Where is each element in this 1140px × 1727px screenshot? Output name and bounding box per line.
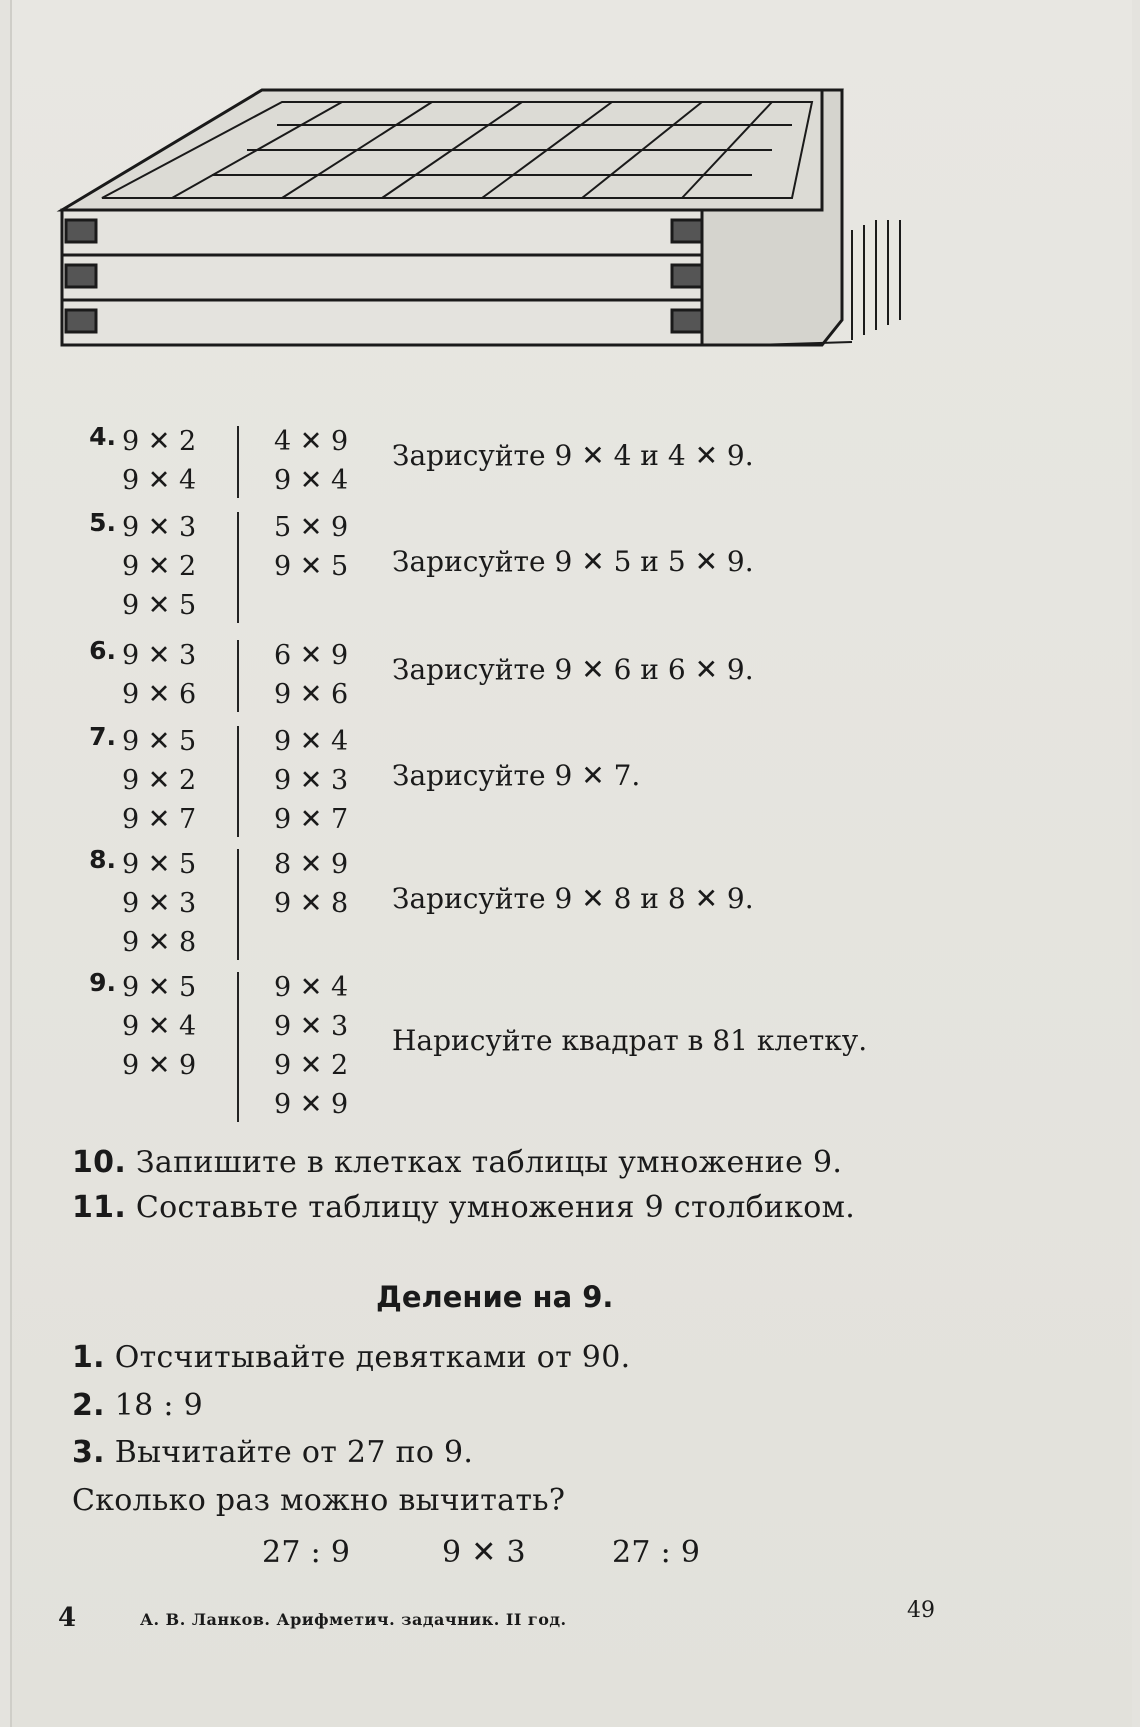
left-column [122,845,196,962]
exercise-9 [72,968,972,1124]
expression: 9 ✕ 3 [274,765,349,796]
column-divider [237,726,239,837]
expression: 9 ✕ 4 [122,465,197,496]
division-exercise-2 [72,1388,203,1423]
equation-3: 27 : 9 [612,1535,701,1570]
expression: 4 ✕ 9 [274,426,349,457]
expression: 9 ✕ 4 [274,726,349,757]
expression: 9 ✕ 7 [274,804,349,835]
expression: 9 ✕ 5 [122,972,197,1003]
exercise-text: Составьте таблицу умножения 9 столбиком. [135,1190,856,1225]
column-divider [237,972,239,1122]
exercise-number: 2. [72,1388,105,1423]
exercise-text: 18 : 9 [114,1388,203,1423]
expression: 9 ✕ 6 [274,679,349,710]
left-column [122,636,196,714]
exercise-text: Вычитайте от 27 по 9. [114,1435,474,1470]
division-exercise-3 [72,1435,473,1470]
drawing-task: Зарисуйте 9 ✕ 4 и 4 ✕ 9. [392,439,754,472]
expression: 9 ✕ 2 [122,551,197,582]
drawing-task: Зарисуйте 9 ✕ 8 и 8 ✕ 9. [392,881,754,915]
expression: 9 ✕ 2 [274,1050,349,1081]
exercise-number: 1. [72,1340,105,1375]
expression: 6 ✕ 9 [274,640,349,671]
left-column [122,508,196,625]
expression: 9 ✕ 3 [122,512,197,543]
exercise-number: 10. [72,1145,127,1180]
drawing-task: Зарисуйте 9 ✕ 7. [392,758,641,792]
expression: 9 ✕ 9 [122,1050,197,1081]
expression: 9 ✕ 4 [274,972,349,1003]
expression: 5 ✕ 9 [274,512,349,543]
expression: 9 ✕ 8 [274,888,349,919]
exercise-6 [72,636,972,716]
page-number: 49 [907,1598,935,1623]
exercise-number: 9. [89,968,116,997]
expression: 9 ✕ 5 [122,590,197,621]
column-divider [237,640,239,712]
expression: 9 ✕ 6 [122,679,197,710]
left-column [122,968,196,1085]
middle-column [274,845,348,923]
equation-2: 9 ✕ 3 [442,1535,526,1570]
signature-mark: 4 [58,1603,77,1633]
expression: 9 ✕ 2 [122,765,197,796]
middle-column [274,508,348,586]
exercise-number: 4. [89,422,116,451]
exercise-number: 3. [72,1435,105,1470]
column-divider [237,512,239,623]
exercise-7 [72,722,972,839]
equation-1: 27 : 9 [262,1535,351,1570]
exercise-number: 11. [72,1190,127,1225]
expression: 9 ✕ 7 [122,804,197,835]
exercise-number: 6. [89,636,116,665]
column-divider [237,849,239,960]
expression: 9 ✕ 9 [274,1089,349,1120]
expression: 9 ✕ 2 [122,426,197,457]
expression: 9 ✕ 4 [122,1011,197,1042]
book-page [10,0,1132,1727]
exercise-11 [72,1190,855,1225]
expression: 9 ✕ 3 [122,888,197,919]
exercise-8 [72,845,972,962]
expression: 9 ✕ 8 [122,927,197,958]
middle-column [274,422,348,500]
middle-column [274,722,348,839]
exercise-number: 8. [89,845,116,874]
expression: 8 ✕ 9 [274,849,349,880]
question-text: Сколько раз можно вычитать? [72,1483,566,1518]
left-column [122,722,196,839]
expression: 9 ✕ 5 [122,849,197,880]
expression: 9 ✕ 3 [122,640,197,671]
exercise-10 [72,1145,842,1180]
middle-column [274,636,348,714]
division-exercise-1 [72,1340,630,1375]
drawing-task: Нарисуйте квадрат в 81 клетку. [392,1024,868,1057]
exercise-text: Запишите в клетках таблицы умножение 9. [135,1145,843,1180]
expression: 9 ✕ 5 [274,551,349,582]
footer-citation: А. В. Ланков. Арифметич. задачник. II год. [140,1610,567,1629]
exercise-number: 7. [89,722,116,751]
expression: 9 ✕ 4 [274,465,349,496]
drawing-task: Зарисуйте 9 ✕ 5 и 5 ✕ 9. [392,544,754,578]
middle-column [274,968,348,1124]
exercise-text: Отсчитывайте девятками от 90. [114,1340,631,1375]
stacked-trays-illustration [52,80,972,380]
expression: 9 ✕ 5 [122,726,197,757]
exercise-5 [72,508,972,625]
expression: 9 ✕ 3 [274,1011,349,1042]
exercise-number: 5. [89,508,116,537]
drawing-task: Зарисуйте 9 ✕ 6 и 6 ✕ 9. [392,653,754,686]
column-divider [237,426,239,498]
left-column [122,422,196,500]
section-heading: Деление на 9. [376,1280,614,1314]
exercise-4 [72,422,972,502]
